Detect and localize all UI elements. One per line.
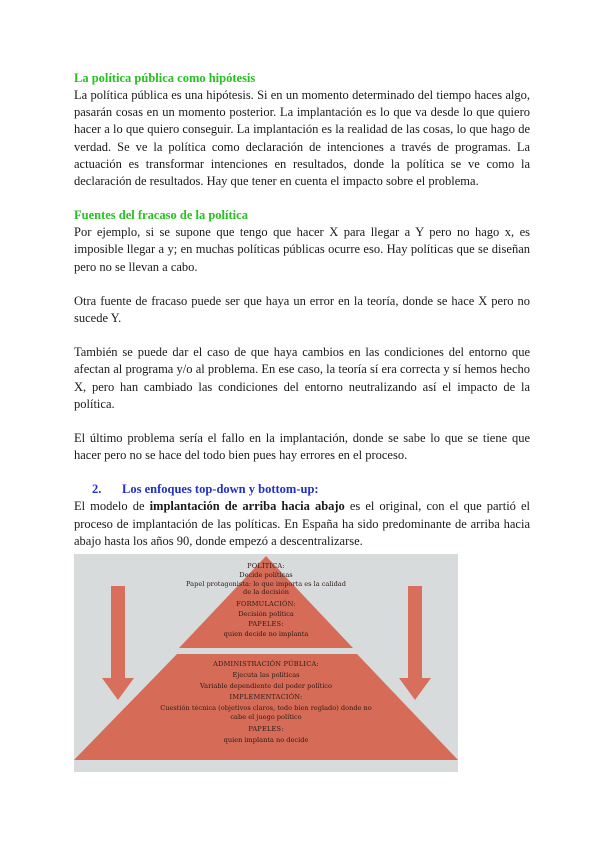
diagram-top-line-6: Decisión política	[238, 610, 294, 619]
paragraph-fracaso-3: También se puede dar el caso de que haya cambios en las condiciones del entorno que afectan al programa y/o al problema. En ese caso, la teoría sí era correcta y sí hemos hecho X, pero han cambiado las condiciones del entorno neutralizando así el impacto de la política.	[74, 345, 530, 411]
diagram-bottom-line-7: PAPELES:	[248, 725, 284, 734]
document-content	[74, 70, 530, 772]
diagram-bottom-line-4: IMPLEMENTACIÓN:	[229, 693, 303, 702]
diagram-top-line-5: FORMULACIÓN:	[236, 600, 296, 609]
diagram-bottom-line-5: Cuestión técnica (objetivos claros, todo bien reglado) donde no	[160, 704, 372, 713]
diagram-bottom-line-2: Ejecuta las políticas	[232, 671, 300, 680]
diagram-bottom-line-6: cabe el juego político	[230, 713, 302, 722]
diagram-top-line-4: de la decisión	[243, 588, 289, 597]
diagram-bottom-line-3: Variable dependiente del poder político	[200, 682, 332, 691]
section-heading-text: Los enfoques top-down y bottom-up:	[122, 482, 319, 497]
paragraph-enfoques	[74, 498, 530, 550]
diagram-top-line-1: POLÍTICA:	[247, 562, 285, 571]
paragraph-enfoques-end: es el original, con el que partió el proceso de implantación de las políticas. En España ha sido predominante de arriba hacia abajo hasta los años 90, donde empezó a descentralizarse.	[74, 499, 530, 548]
top-down-diagram	[74, 554, 458, 772]
paragraph-enfoques-bold: implantación de arriba hacia abajo	[149, 499, 345, 514]
diagram-bottom-line-1: ADMINISTRACIÓN PÚBLICA:	[213, 660, 319, 669]
paragraph-fracaso-2: Otra fuente de fracaso puede ser que haya un error en la teoría, donde se hace X pero no sucede Y.	[74, 293, 530, 326]
diagram-top-line-3: Papel protagonista: lo que importa es la calidad	[186, 580, 346, 589]
paragraph-fracaso-4: El último problema sería el fallo en la implantación, donde se sabe lo que se tiene que hacer pero no se hace del todo bien pues hay errores en el proceso.	[74, 431, 530, 463]
paragraph-enfoques-start: El modelo de	[74, 499, 150, 514]
diagram-bottom-line-8: quien implanta no decide	[223, 736, 309, 745]
section-heading-enfoques	[74, 481, 530, 498]
section-heading-hipotesis: La política pública como hipótesis	[74, 71, 256, 85]
diagram-top-line-7: PAPELES:	[248, 620, 284, 629]
paragraph-hipotesis: La política pública es una hipótesis. Si en un momento determinado del tiempo haces algo, pasarán cosas en un momento posterior. La implantación es lo que va desde lo que quiero hacer a lo que quiero conseguir. La implantación es la realidad de las cosas, lo que hago de verdad. Se ve la política como declaración de intenciones a través de programas. La actuación es transformar intenciones en resultados, donde la política se ve como la declaración de resultados. Hay que tener en cuenta el impacto sobre el problema.	[74, 88, 530, 189]
paragraph-fracaso-1: Por ejemplo, si se supone que tengo que hacer X para llegar a Y pero no hago x, es imposible llegar a y; en muchas políticas públicas ocurre eso. Hay políticas que se diseñan pero no se llevan a cabo.	[74, 225, 530, 274]
section-number: 2.	[92, 482, 102, 497]
diagram-top-line-2: Decide políticas	[239, 571, 293, 580]
section-heading-fracaso: Fuentes del fracaso de la política	[74, 208, 248, 223]
diagram-top-line-8: quien decide no implanta	[223, 630, 309, 639]
